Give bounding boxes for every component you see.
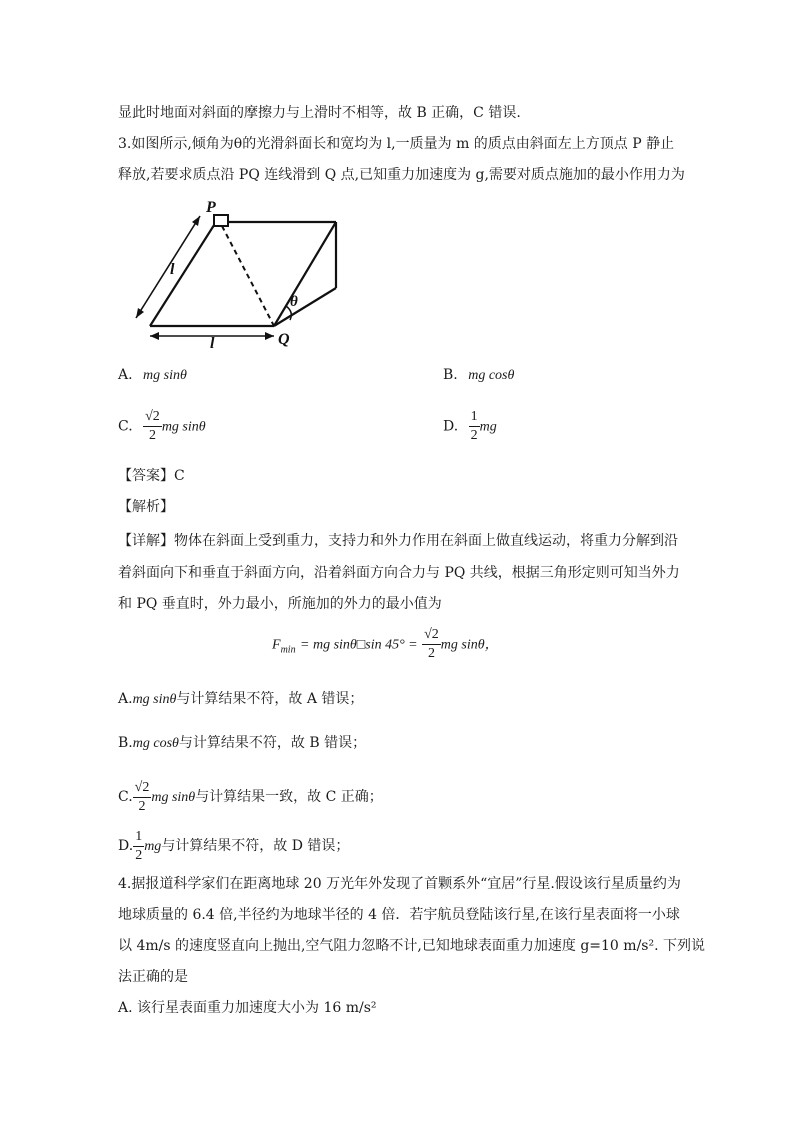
judgement-c-denominator: 2 [138, 798, 146, 814]
question-4-line-2: 地球质量的 6.4 倍,半径约为地球半径的 4 倍．若宇航员登陆该行星,在该行星表面将一小球 [118, 907, 680, 923]
judgement-a [118, 689, 363, 710]
formula-sub: min [280, 644, 296, 656]
judgement-d-fraction [133, 828, 144, 865]
option-d-label: D. [443, 418, 459, 435]
slope-left-edge [150, 222, 216, 326]
option-c-fraction [143, 408, 162, 445]
judgement-d-denominator: 2 [135, 847, 143, 863]
analysis-tag: 【解析】 [118, 499, 174, 515]
option-d-tail: mg [479, 419, 497, 435]
option-c-numerator: √2 [143, 408, 162, 427]
option-c-label: C. [118, 418, 133, 435]
judgement-b-expr: mg cosθ [132, 736, 179, 751]
option-c-denominator: 2 [148, 428, 156, 443]
judgement-d-text: 与计算结果不符，故 D 错误； [161, 838, 350, 854]
formula-lhs: F [272, 637, 281, 653]
pq-dashed-line [222, 226, 274, 326]
judgement-d [118, 826, 349, 867]
min-force-formula [272, 626, 499, 663]
option-a-label: A. [118, 367, 133, 383]
judgement-d-expr: mg [144, 839, 162, 854]
judgement-d-label: D. [118, 838, 134, 854]
question-4-line-4: 法正确的是 [118, 969, 188, 985]
formula-mid: = mg sinθ□sin 45° = [300, 637, 418, 653]
option-a[interactable] [118, 367, 187, 384]
option-d[interactable] [443, 408, 497, 445]
right-slope-edge [274, 222, 336, 326]
formula-fraction [422, 626, 441, 663]
question-4-option-a[interactable]: A. 该行星表面重力加速度大小为 16 m/s² [118, 1000, 377, 1016]
l-arrow-side [136, 216, 200, 318]
option-d-fraction [469, 408, 480, 445]
formula-denominator: 2 [427, 646, 435, 661]
option-c[interactable] [118, 408, 206, 445]
judgement-c-numerator: √2 [133, 779, 152, 798]
question-4-line-1: 4.据报道科学家们在距离地球 20 万光年外发现了首颗系外“宜居”行星.假设该行星质量约为 [118, 876, 681, 892]
option-c-tail: mg sinθ [161, 419, 206, 435]
judgement-c [118, 777, 383, 818]
question-number: 3. [118, 136, 132, 152]
judgement-b [118, 733, 366, 754]
option-d-denominator: 2 [470, 428, 478, 443]
option-a-expr: mg sinθ [143, 368, 187, 383]
question-3-line-2: 释放,若要求质点沿 PQ 连线滑到 Q 点,已知重力加速度为 g,需要对质点施加的最小作用力为 [118, 167, 685, 183]
judgement-c-text: 与计算结果一致，故 C 正确； [195, 789, 383, 805]
option-b-label: B. [443, 367, 458, 383]
incline-figure [128, 198, 364, 350]
intro-line: 显此时地面对斜面的摩擦力与上滑时不相等，故 B 正确，C 错误. [118, 105, 521, 121]
option-d-numerator: 1 [469, 408, 480, 427]
formula-numerator: √2 [422, 626, 441, 645]
answer-value: C [174, 468, 185, 484]
label-l-side: l [170, 261, 175, 278]
detail-text-1: 物体在斜面上受到重力，支持力和外力作用在斜面上做直线运动，将重力分解到沿 [174, 533, 678, 549]
detail-line-3: 和 PQ 垂直时，外力最小，所施加的外力的最小值为 [118, 596, 442, 612]
label-theta: θ [290, 294, 298, 310]
detail-line-2: 着斜面向下和垂直于斜面方向，沿着斜面方向合力与 PQ 共线，根据三角形定则可知当外力 [118, 565, 680, 581]
base-back-edge [274, 288, 336, 326]
label-q: Q [278, 331, 290, 348]
answer-tag: 【答案】 [118, 468, 174, 484]
mass-block [214, 215, 228, 226]
option-b-expr: mg cosθ [468, 368, 515, 383]
question-3-line-1 [118, 134, 674, 154]
question-text-1: 如图所示,倾角为θ的光滑斜面长和宽均为 l,一质量为 m 的质点由斜面左上方顶点 P 静止 [131, 136, 675, 152]
question-4-line-3: 以 4m/s 的速度竖直向上抛出,空气阻力忽略不计,已知地球表面重力加速度 g=10 m/s². 下列说 [118, 938, 705, 954]
judgement-c-expr: mg sinθ [151, 790, 196, 805]
judgement-d-numerator: 1 [133, 828, 144, 847]
judgement-c-fraction [133, 779, 152, 816]
judgement-b-label: B. [118, 735, 133, 751]
detail-tag: 【详解】 [118, 533, 174, 549]
label-l-bottom: l [210, 335, 215, 350]
label-p: P [206, 199, 216, 216]
judgement-a-text: 与计算结果不符，故 A 错误； [176, 691, 364, 707]
judgement-a-expr: mg sinθ [132, 692, 177, 707]
formula-tail: mg sinθ， [440, 637, 499, 653]
judgement-c-label: C. [118, 789, 133, 805]
detail-line-1 [118, 531, 678, 551]
answer-line [118, 466, 185, 486]
judgement-b-text: 与计算结果不符，故 B 错误； [178, 735, 367, 751]
judgement-a-label: A. [118, 691, 133, 707]
option-b[interactable] [443, 367, 514, 384]
